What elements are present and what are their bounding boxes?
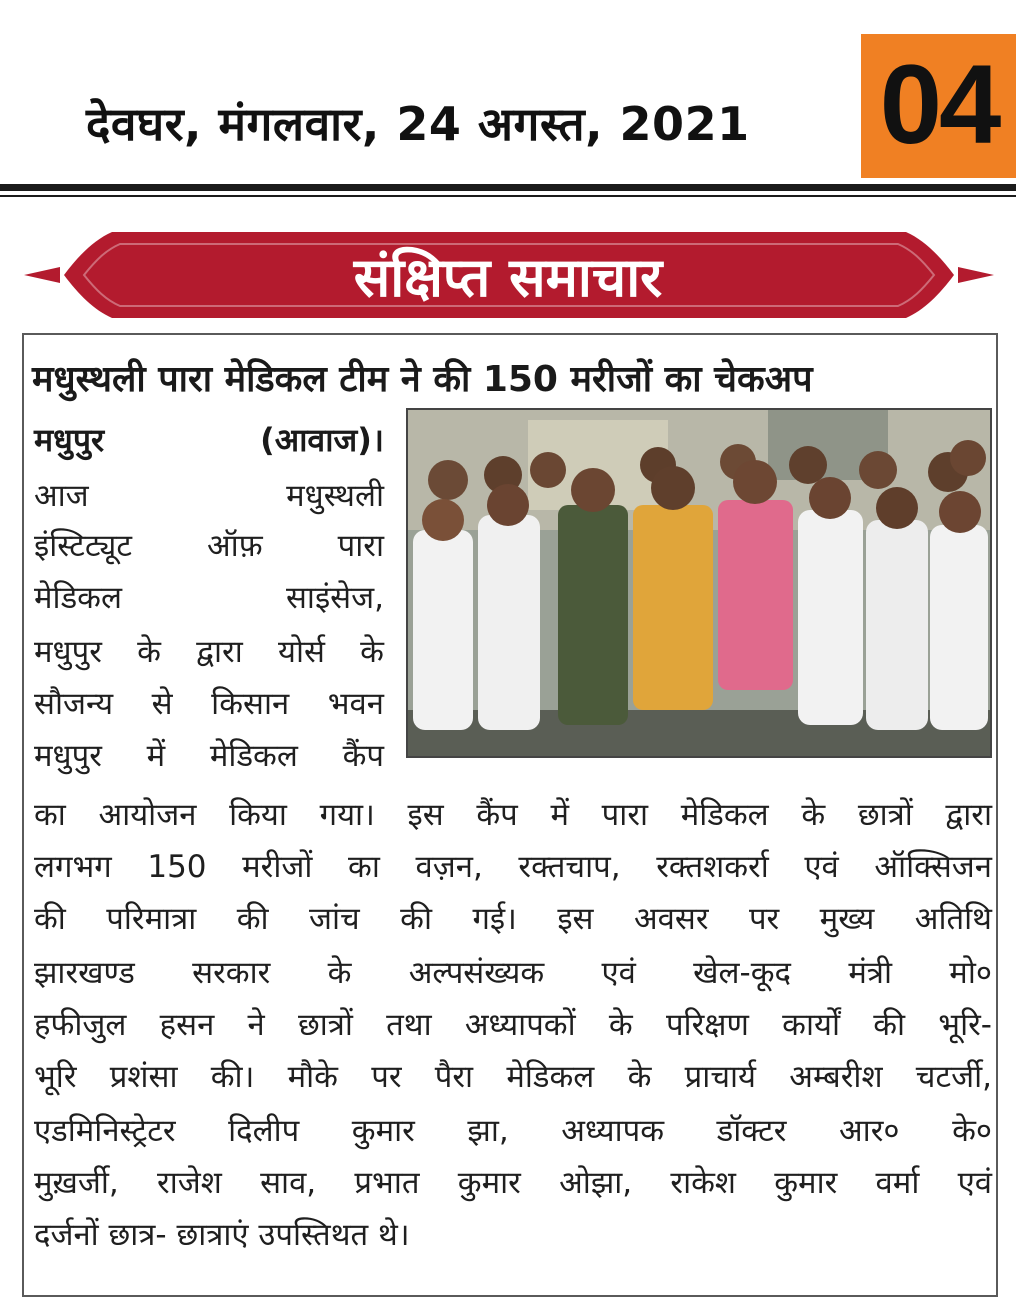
masthead-rule-thin [0, 195, 1016, 197]
body-line: झारखण्ड सरकार के अल्पसंख्यक एवं खेल-कूद मंत्री मो० [34, 955, 992, 991]
column-line: मेडिकल साइंसेज, [34, 580, 384, 616]
body-line: हफीजुल हसन ने छात्रों तथा अध्यापकों के परिक्षण कार्यों की भूरि- [34, 1007, 992, 1043]
body-line: की परिमात्रा की जांच की गई। इस अवसर पर मुख्य अतिथि [34, 901, 992, 937]
article-headline: मधुस्थली पारा मेडिकल टीम ने की 150 मरीजों का चेकअप [32, 359, 813, 400]
column-line: इंस्टिट्यूट ऑफ़ पारा [34, 528, 384, 564]
body-line: दर्जनों छात्र- छात्राएं उपस्तिथत थे। [34, 1217, 410, 1253]
article-dateline: मधुपुर (आवाज)। [34, 421, 384, 459]
body-line: मुख़र्जी, राजेश साव, प्रभात कुमार ओझा, राकेश कुमार वर्मा एवं [34, 1165, 992, 1201]
column-line: मधुपुर के द्वारा योर्स के [34, 634, 384, 670]
body-line: भूरि प्रशंसा की। मौके पर पैरा मेडिकल के प्राचार्य अम्बरीश चटर्जी, [34, 1059, 992, 1095]
article-photo [406, 408, 992, 758]
page-number: 04 [879, 42, 999, 167]
column-line: मधुपुर में मेडिकल कैंप [34, 738, 384, 774]
masthead-rule [0, 184, 1016, 191]
section-title: संक्षिप्त समाचार [353, 246, 663, 309]
column-line: सौजन्य से किसान भवन [34, 686, 384, 722]
column-line: आज मधुस्थली [34, 478, 384, 514]
group-photo-illustration [408, 410, 990, 756]
body-line: लगभग 150 मरीजों का वज़न, रक्तचाप, रक्तशकर्रा एवं ऑक्सिजन [34, 849, 992, 885]
body-line: का आयोजन किया गया। इस कैंप में पारा मेडिकल के छात्रों द्वारा [34, 797, 992, 833]
masthead-date: देवघर, मंगलवार, 24 अगस्त, 2021 [86, 97, 750, 151]
body-line: एडमिनिस्ट्रेटर दिलीप कुमार झा, अध्यापक डॉक्टर आर० के० [34, 1113, 992, 1149]
